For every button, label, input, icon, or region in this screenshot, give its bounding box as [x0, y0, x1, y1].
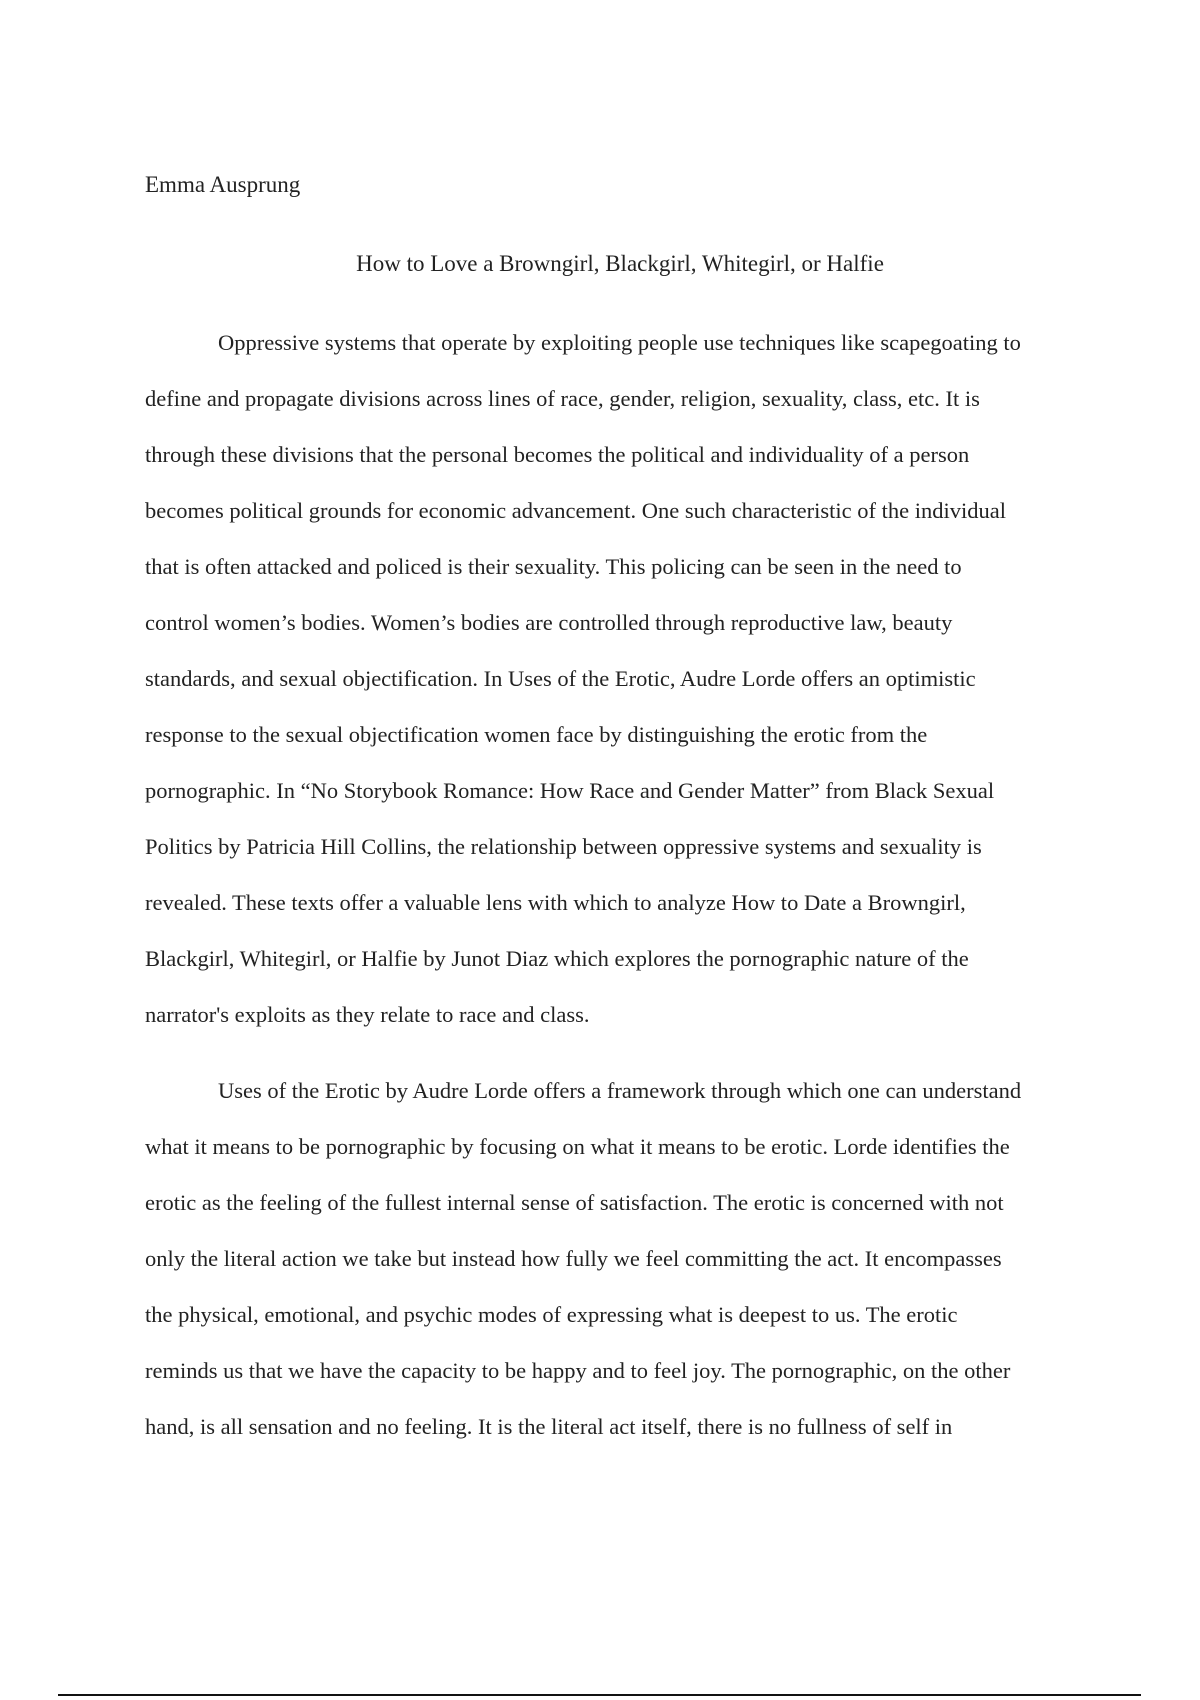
paragraph-line: revealed. These texts offer a valuable lens with which to analyze How to Date a Browngirl,: [145, 890, 966, 915]
paragraph-line: Blackgirl, Whitegirl, or Halfie by Junot Diaz which explores the pornographic nature of the: [145, 946, 969, 971]
paragraph-line: only the literal action we take but instead how fully we feel committing the act. It encompasses: [145, 1246, 1002, 1271]
paragraph-line: response to the sexual objectification women face by distinguishing the erotic from the: [145, 722, 928, 747]
paragraph-1: [145, 328, 1085, 1056]
paragraph-line: Uses of the Erotic by Audre Lorde offers a framework through which one can understand: [218, 1078, 1022, 1103]
paragraph-2: [145, 1076, 1085, 1468]
paragraph-line: what it means to be pornographic by focusing on what it means to be erotic. Lorde identifies the: [145, 1134, 1010, 1159]
paragraph-line: erotic as the feeling of the fullest internal sense of satisfaction. The erotic is concerned with not: [145, 1190, 1004, 1215]
paragraph-line: the physical, emotional, and psychic modes of expressing what is deepest to us. The erotic: [145, 1302, 958, 1327]
author-name: Emma Ausprung: [145, 172, 301, 197]
paragraph-line: hand, is all sensation and no feeling. It is the literal act itself, there is no fullness of self in: [145, 1414, 953, 1439]
paragraph-line: becomes political grounds for economic advancement. One such characteristic of the individual: [145, 498, 1006, 523]
paragraph-line: reminds us that we have the capacity to be happy and to feel joy. The pornographic, on the other: [145, 1358, 1011, 1383]
paragraph-line: control women’s bodies. Women’s bodies are controlled through reproductive law, beauty: [145, 610, 953, 635]
page-bottom-rule: [58, 1694, 1141, 1696]
paragraph-line: define and propagate divisions across lines of race, gender, religion, sexuality, class, etc. It is: [145, 386, 980, 411]
paragraph-line: that is often attacked and policed is their sexuality. This policing can be seen in the need to: [145, 554, 962, 579]
paragraph-line: pornographic. In “No Storybook Romance: How Race and Gender Matter” from Black Sexual: [145, 778, 995, 803]
essay-title: How to Love a Browngirl, Blackgirl, Whitegirl, or Halfie: [356, 251, 884, 276]
paragraph-line: Politics by Patricia Hill Collins, the relationship between oppressive systems and sexuality is: [145, 834, 982, 859]
paragraph-line: Oppressive systems that operate by exploiting people use techniques like scapegoating to: [218, 330, 1021, 355]
paragraph-line: standards, and sexual objectification. In Uses of the Erotic, Audre Lorde offers an optimistic: [145, 666, 976, 691]
paragraph-line: narrator's exploits as they relate to race and class.: [145, 1002, 590, 1027]
paragraph-line: through these divisions that the personal becomes the political and individuality of a person: [145, 442, 970, 467]
